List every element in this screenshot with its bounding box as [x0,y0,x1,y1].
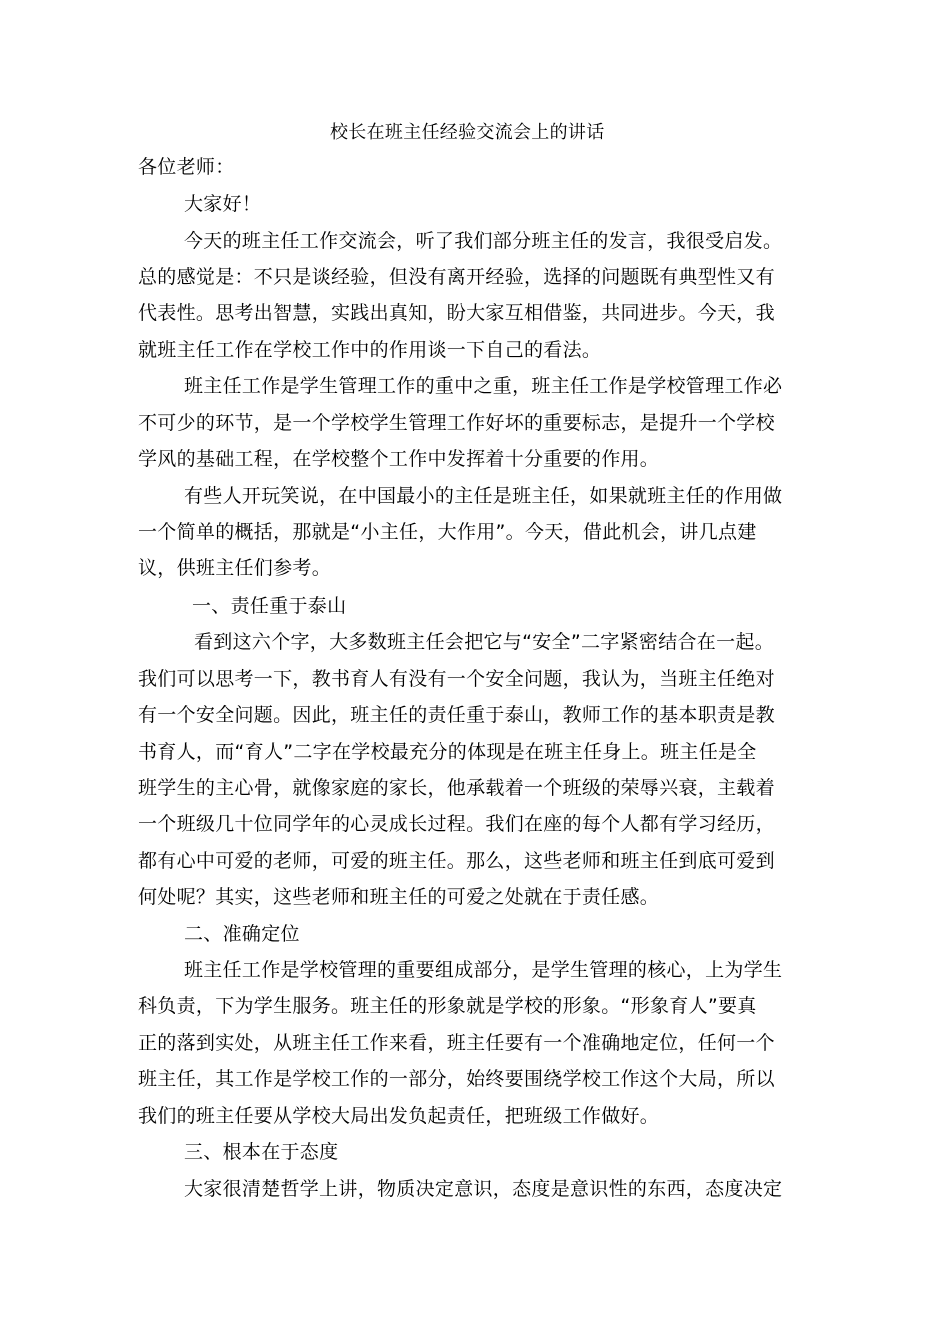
section-heading: 二、准确定位 [184,923,300,945]
body-line: 班主任工作是学校管理的重要组成部分，是学生管理的核心，上为学生 [184,959,783,981]
body-line: 我们可以思考一下，教书育人有没有一个安全问题，我认为，当班主任绝对 [138,668,775,690]
body-line: 班学生的主心骨，就像家庭的家长，他承载着一个班级的荣辱兴衰，主载着 [138,777,775,799]
greeting: 大家好！ [184,193,262,215]
body-line: 一个简单的概括，那就是“小主任，大作用”。今天，借此机会，讲几点建 [138,521,757,543]
document-title: 校长在班主任经验交流会上的讲话 [330,122,605,143]
body-line: 班主任，其工作是学校工作的一部分，始终要围绕学校工作这个大局，所以 [138,1068,775,1090]
body-line: 我们的班主任要从学校大局出发负起责任，把班级工作做好。 [138,1105,660,1127]
body-line: 科负责，下为学生服务。班主任的形象就是学校的形象。“形象育人”要真 [138,995,757,1017]
body-line: 正的落到实处，从班主任工作来看，班主任要有一个准确地定位，任何一个 [138,1032,775,1054]
body-line: 何处呢？其实，这些老师和班主任的可爱之处就在于责任感。 [138,886,660,908]
body-line: 今天的班主任工作交流会，听了我们部分班主任的发言，我很受启发。 [184,230,783,252]
body-line: 一个班级几十位同学年的心灵成长过程。我们在座的每个人都有学习经历， [138,813,775,835]
body-line: 看到这六个字，大多数班主任会把它与“安全”二字紧密结合在一起。 [194,631,774,653]
body-line: 书育人，而“育人”二字在学校最充分的体现是在班主任身上。班主任是全 [138,741,757,763]
body-line: 大家很清楚哲学上讲，物质决定意识，态度是意识性的东西，态度决定 [184,1178,783,1200]
body-line: 不可少的环节，是一个学校学生管理工作好坏的重要标志，是提升一个学校 [138,412,775,434]
body-line: 有一个安全问题。因此，班主任的责任重于泰山，教师工作的基本职责是教 [138,704,775,726]
body-line: 班主任工作是学生管理工作的重中之重，班主任工作是学校管理工作必 [184,375,783,397]
body-line: 总的感觉是：不只是谈经验，但没有离开经验，选择的问题既有典型性又有 [138,266,775,288]
body-line: 就班主任工作在学校工作中的作用谈一下自己的看法。 [138,339,602,361]
body-line: 代表性。思考出智慧，实践出真知，盼大家互相借鉴，共同进步。今天，我 [138,302,775,324]
body-line: 议，供班主任们参考。 [138,557,332,579]
body-line: 都有心中可爱的老师，可爱的班主任。那么，这些老师和班主任到底可爱到 [138,850,775,872]
section-heading: 三、根本在于态度 [184,1141,339,1163]
salutation: 各位老师： [138,156,235,178]
section-heading: 一、责任重于泰山 [192,595,347,617]
body-line: 学风的基础工程，在学校整个工作中发挥着十分重要的作用。 [138,448,660,470]
body-line: 有些人开玩笑说，在中国最小的主任是班主任，如果就班主任的作用做 [184,485,783,507]
